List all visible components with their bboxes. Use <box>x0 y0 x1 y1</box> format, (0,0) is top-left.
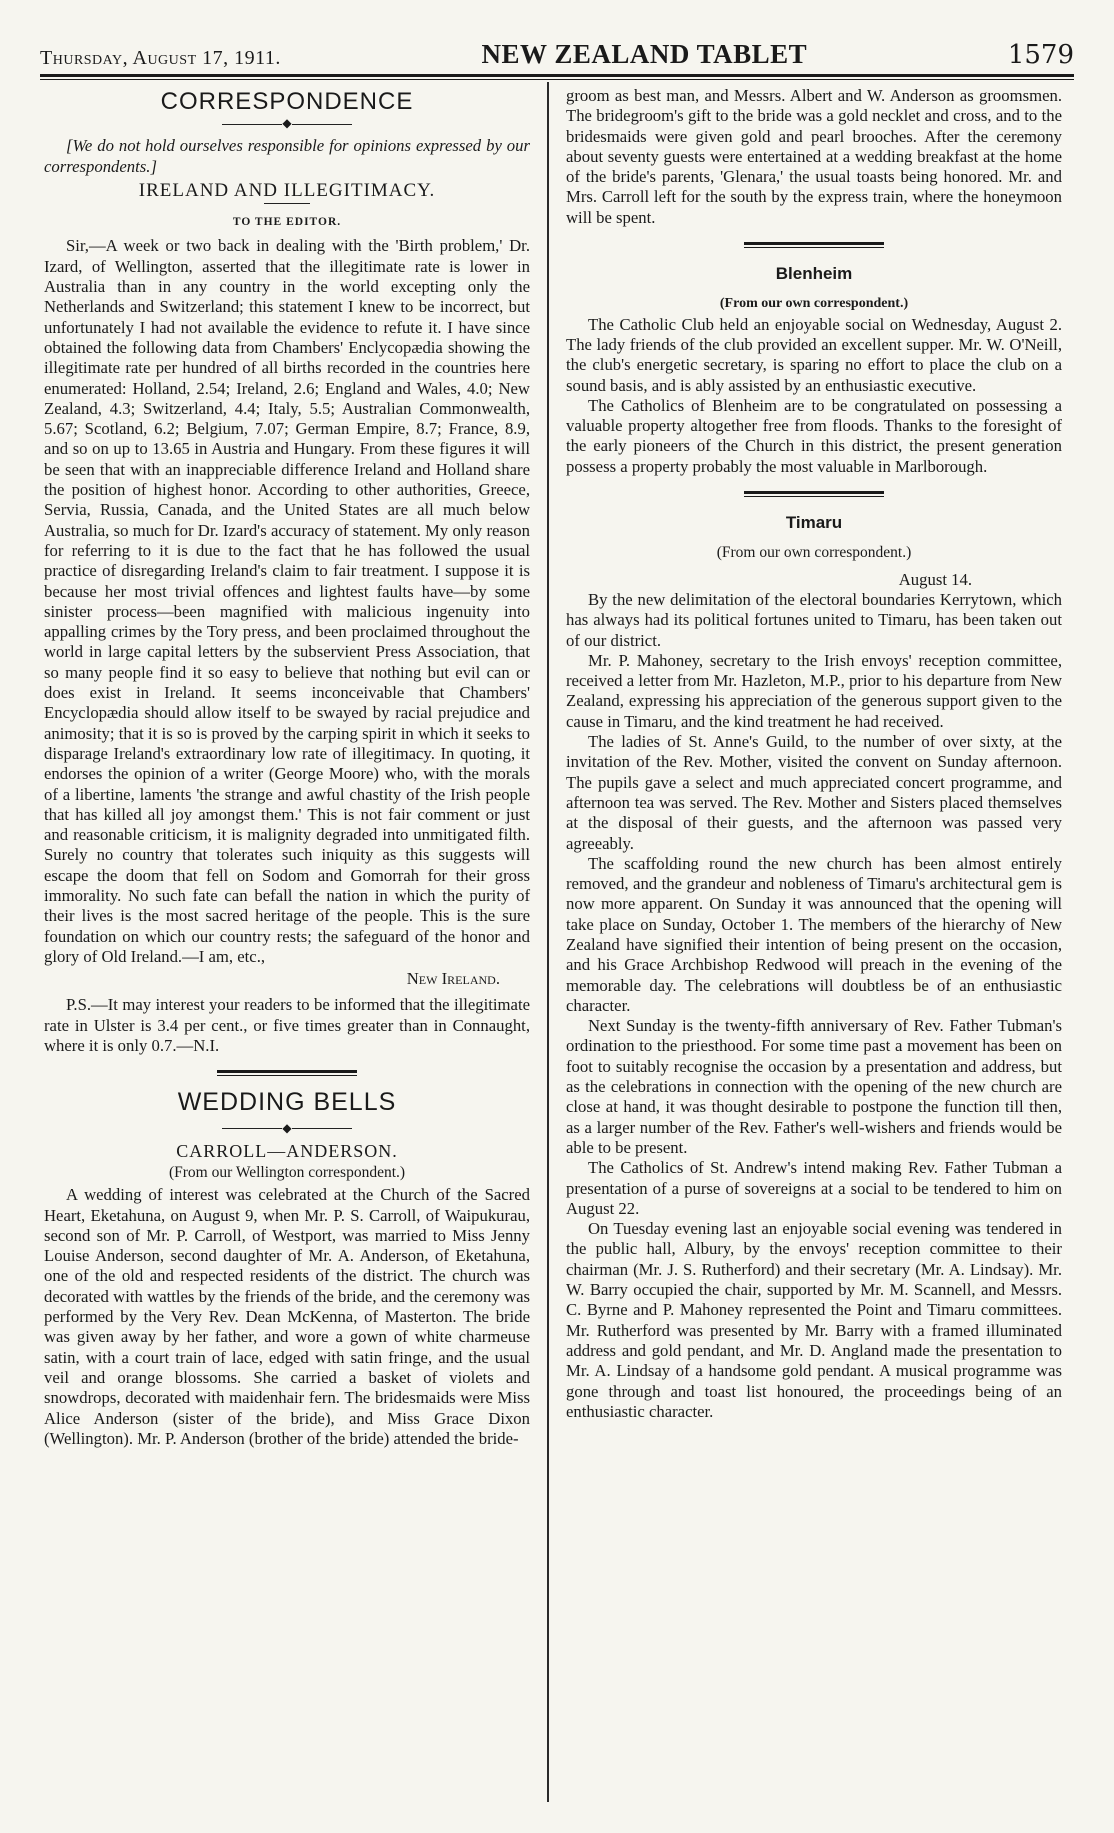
timaru-dateline: August 14. <box>898 569 972 589</box>
blenheim-heading: Blenheim <box>775 264 853 284</box>
blenheim-paragraph: The Catholics of Blenheim are to be congratulated on possessing a valuable property altogether free from floods. Thanks to the foresight of the early pioneers of the Church in this district, the present generation possess a property probably the most valuable in Marlborough. <box>566 395 1062 476</box>
short-rule <box>264 203 310 204</box>
wedding-body: A wedding of interest was celebrated at the Church of the Sacred Heart, Eketahuna, on August 9, when Mr. P. S. Carroll, of Waipukurau, second son of Mr. P. Carroll, of Westport, was married to Miss Jenny Louise Anderson, second daughter of Mr. A. Anderson, of Eketahuna, one of the old and respected residents of the district. The church was decorated with wattles by the friends of the bride, and the ceremony was performed by the Very Rev. Dean McKenna, of Masterton. The bride was given away by her father, and wore a gown of white charmeuse satin, with a court train of lace, edged with satin fringe, and the usual veil and orange blossoms. She carried a basket of violets and snowdrops, decorated with maidenhair fern. The bridesmaids were Miss Alice Anderson (sister of the bride), and Miss Grace Dixon (Wellington). Mr. P. Anderson (brother of the bride) attended the bride- <box>44 1185 530 1448</box>
issue-date: Thursday, August 17, 1911. <box>40 47 281 69</box>
masthead <box>40 30 1074 70</box>
to-editor: TO THE EDITOR. <box>232 216 342 229</box>
timaru-paragraph: On Tuesday evening last an enjoyable social evening was tendered in the public hall, Albury, by the envoys' reception committee to their chairman (Mr. J. S. Rutherford) and their secretary (Mr. A. Lindsay). Mr. W. Barry occupied the chair, supported by Mr. M. Scannell, and Messrs. C. Byrne and P. Mahoney represented the Point and Timaru committees. Mr. Rutherford was presented by Mr. Barry with a framed illuminated address and gold pendant, and Mr. D. Angland made the presentation to Mr. A. Lindsay of a handsome gold pendant. A musical programme was gone through and toast list honoured, the proceedings being of an enthusiastic character. <box>566 1219 1062 1421</box>
section-rule <box>217 1070 357 1076</box>
blenheim-correspondent: (From our own correspondent.) <box>719 296 909 312</box>
letter-title: IRELAND AND ILLEGITIMACY. <box>138 179 436 201</box>
header-rule-thin <box>40 79 1074 80</box>
wedding-continued: groom as best man, and Messrs. Albert and W. Anderson as groomsmen. The bridegroom's gift to the bride was a gold necklet and cross, and to the bridesmaids were given gold and pearl brooches. After the ceremony about seventy guests were entertained at a wedding breakfast at the home of the bride's parents, 'Glenara,' the usual toasts being honored. Mr. and Mrs. Carroll left for the south by the express train, where the honeymoon will be spent. <box>566 86 1062 227</box>
publication-title: NEW ZEALAND TABLET <box>481 39 808 69</box>
timaru-paragraph: Mr. P. Mahoney, secretary to the Irish envoys' reception committee, received a letter from Mr. Hazleton, M.P., prior to his departure from New Zealand, expressing his appreciation of the generous support given to the cause in Timaru, and the kind treatment he had received. <box>566 650 1062 731</box>
timaru-paragraph: The ladies of St. Anne's Guild, to the number of over sixty, at the invitation of the Rev. Mother, visited the convent on Sunday afternoon. The pupils gave a select and much appreciated concert programme, and afternoon tea was served. The Rev. Mother and Sisters placed themselves at the disposal of their guests, and the afternoon was passed very agreeably. <box>566 732 1062 853</box>
letter-postscript: P.S.—It may interest your readers to be informed that the illegitimate rate in Ulster is 3.4 per cent., or five times greater than in Connaught, where it is only 0.7.—N.I. <box>44 995 530 1056</box>
disclaimer: [We do not hold ourselves responsible for opinions expressed by our correspondents.] <box>44 136 530 176</box>
right-column <box>566 86 1062 1422</box>
section-rule <box>744 491 884 497</box>
header-rule <box>40 74 1074 77</box>
wedding-bells-heading: WEDDING BELLS <box>177 1088 397 1117</box>
wedding-correspondent: (From our Wellington correspondent.) <box>168 1163 406 1181</box>
blenheim-paragraph: The Catholic Club held an enjoyable social on Wednesday, August 2. The lady friends of the club provided an excellent supper. Mr. W. O'Neill, the club's energetic secretary, is sparing no effort to place the club on a sound basis, and is ably assisted by an enthusiastic executive. <box>566 314 1062 395</box>
timaru-paragraph: By the new delimitation of the electoral boundaries Kerrytown, which has always had its political fortunes united to Timaru, has been taken out of our district. <box>566 589 1062 650</box>
letter-body: Sir,—A week or two back in dealing with the 'Birth problem,' Dr. Izard, of Wellington, asserted that the illegitimate rate is lower in Australia than in any country in the world excepting only the Netherlands and Switzerland; this statement I knew to be incorrect, but unfortunately I had not available the evidence to refute it. I have since obtained the following data from Chambers' Enclycopædia showing the illegitimate rate per hundred of all births recorded in the countries here enumerated: Holland, 2.54; Ireland, 2.6; England and Wales, 4.0; New Zealand, 4.3; Switzerland, 4.4; Italy, 5.5; Australian Commonwealth, 5.67; Scotland, 6.2; Belgium, 7.07; German Empire, 8.7; France, 8.9, and so on up to 13.65 in Austria and Hungary. From these figures it will be seen that with an inappreciable difference Ireland and Holland share the position of highest honor. According to other authorities, Greece, Servia, Russia, Canada, and the United States are all much below Australia, so much for Dr. Izard's accuracy of statement. My only reason for referring to it is due to the fact that he has followed the usual practice of disregarding Ireland's claim to fair treatment. I suppose it is because her most trivial offences and lightest faults have—by some sinister process—been magnified with malicious ingenuity into appalling crimes by the Tory press, and been proclaimed throughout the world in large capital letters by the subservient Press Association, that so many people find it so easy to believe that nothing but evil can or does exist in Ireland. It seems inconceivable that Chambers' Encyclopædia should allow itself to be swayed by racial prejudice and animosity; that it is so is proved by the carping spirit in which it seeks to disparage Ireland's extraordinary low rate of illegitimacy. In quoting, it endorses the opinion of a writer (George Moore) who, with the morals of a libertine, laments 'the strange and awful chastity of the Irish people that has killed all joy amongst them.' This is not fair comment or just and reasonable criticism, it is malignity degraded into unmitigated filth. Surely no country that tolerates such iniquity as this suggests will escape the doom that fell on Sodom and Gomorrah for their gross immorality. No such fate can befall the nation in which the purity of their lives is the most sacred heritage of the people. This is the sure foundation on which our country rests; the safeguard of the honor and glory of Old Ireland.—I am, etc., <box>44 236 530 966</box>
timaru-paragraph: Next Sunday is the twenty-fifth anniversary of Rev. Father Tubman's ordination to the priesthood. For some time past a movement has been on foot to suitably recognise the occasion by a presentation and address, but as the celebrations in connection with the opening of the new church are close at hand, it was thought desirable to postpone the function till then, as a larger number of the Rev. Father's well-wishers and friends would be able to be present. <box>566 1016 1062 1157</box>
ornament-divider: ◆ <box>44 1121 530 1135</box>
section-rule <box>744 242 884 248</box>
column-divider <box>547 82 549 1802</box>
timaru-heading: Timaru <box>785 513 843 533</box>
ornament-divider: ◆ <box>44 116 530 130</box>
wedding-subtitle: CARROLL—ANDERSON. <box>176 1140 398 1161</box>
left-column <box>44 86 530 1449</box>
letter-signature: New Ireland. <box>406 969 500 989</box>
timaru-paragraph: The scaffolding round the new church has been almost entirely removed, and the grandeur and nobleness of Timaru's architectural gem is now more apparent. On Sunday it was announced that the opening will take place on Sunday, October 1. The members of the hierarchy of New Zealand have signified their intention of being present on the occasion, and his Grace Archbishop Redwood will preach in the evening of the memorable day. The celebrations will doubtless be of an enthusiastic character. <box>566 853 1062 1015</box>
timaru-correspondent: (From our own correspondent.) <box>716 544 912 562</box>
timaru-paragraph: The Catholics of St. Andrew's intend making Rev. Father Tubman a presentation of a purse of sovereigns at a social to be tendered to him on August 22. <box>566 1158 1062 1218</box>
correspondence-heading: CORRESPONDENCE <box>160 88 414 115</box>
page-number: 1579 <box>1007 40 1074 70</box>
